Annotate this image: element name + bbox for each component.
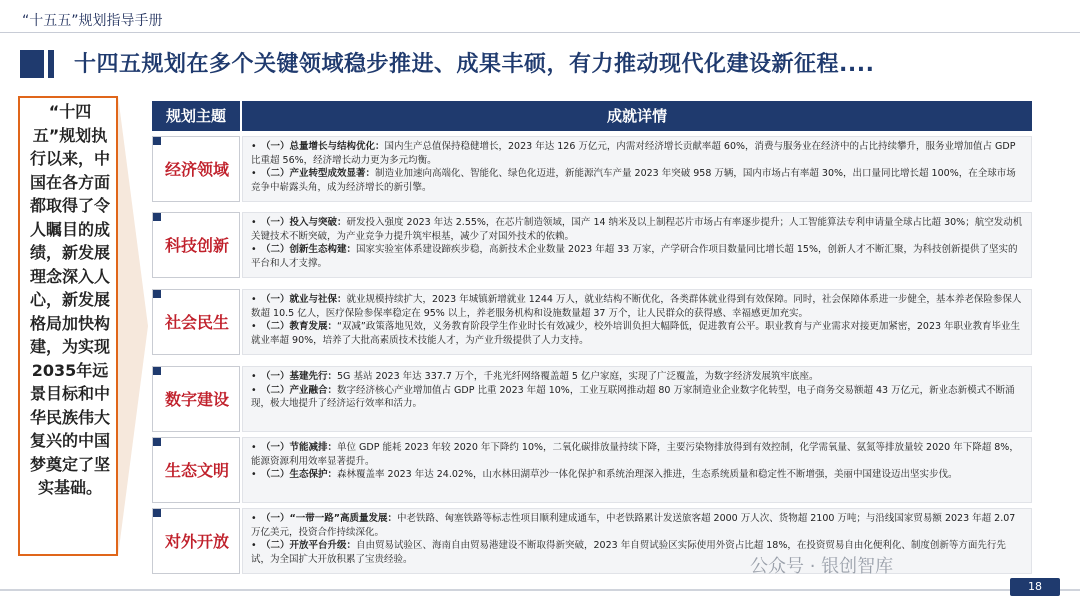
row-topic-cell <box>152 366 240 432</box>
bullet-icon: • <box>251 321 257 332</box>
item-text: 国家实验室体系建设蹄疾步稳，高新技术企业数量 2023 年超 33 万家，产学研合作项目数量同比增长超 15%，创新人才不断汇聚，为科技创新提供了坚实的平台和人才支撑。 <box>251 244 1018 269</box>
row-topic-label: 科技创新 <box>164 236 229 255</box>
item-text: 国内生产总值保持稳健增长，2023 年达 126 万亿元，内需对经济增长贡献率超 60%，消费与服务业在经济中的占比持续攀升，服务业增加值占 GDP 比重超 56%，经济增长动力更为多元均衡。 <box>251 141 1016 166</box>
table-row <box>152 136 1032 202</box>
item-heading: （二）产业转型成效显著： <box>261 168 376 179</box>
header-divider <box>0 32 1080 33</box>
title-marker-block <box>20 50 44 78</box>
table-row <box>152 437 1032 503</box>
table-row <box>152 366 1032 432</box>
row-detail-cell <box>242 508 1032 574</box>
detail-item <box>251 441 1023 468</box>
intro-arrow <box>118 96 148 556</box>
item-heading: （一）基建先行： <box>261 371 338 382</box>
detail-item <box>251 216 1023 243</box>
bullet-icon: • <box>251 141 257 152</box>
detail-item <box>251 293 1023 320</box>
item-heading: （二）教育发展： <box>261 321 338 332</box>
bullet-icon: • <box>251 244 257 255</box>
item-text: 自由贸易试验区、海南自由贸易港建设不断取得新突破，2023 年自贸试验区实际使用外资占比超 18%，在投资贸易自由化便利化、制度创新等方面先行先试，为全国扩大开放积累了宝贵经验。 <box>251 540 1006 565</box>
intro-text: “十四五”规划执行以来，中国在各方面都取得了令人瞩目的成绩，新发展理念深入人心，新发展格局加快构建，为实现2035年远景目标和中华民族伟大复兴的中国梦奠定了坚实基础。 <box>30 102 111 497</box>
item-text: 就业规模持续扩大，2023 年城镇新增就业 1244 万人，就业结构不断优化，各类群体就业得到有效保障。同时，社会保障体系进一步健全，基本养老保险参保人数超 10.5 亿人，医疗保险参保率稳定在 95% 以上，养老服务机构和设施数量超 37 万个，让人民群众的获得感、幸福感更加充实。 <box>251 294 1022 319</box>
row-topic-cell <box>152 437 240 503</box>
row-detail-cell <box>242 366 1032 432</box>
row-topic-label: 社会民生 <box>164 313 229 332</box>
table-header-detail: 成就详情 <box>242 101 1032 131</box>
detail-item <box>251 167 1023 194</box>
item-heading: （二）生态保护： <box>261 469 338 480</box>
row-topic-cell <box>152 289 240 355</box>
item-heading: （二）开放平台升级： <box>261 540 357 551</box>
footer-divider <box>0 589 1080 591</box>
item-text: 数字经济核心产业增加值占 GDP 比重 2023 年超 10%，工业互联网推动超 80 万家制造业企业数字化转型，电子商务交易额超 43 万亿元，新业态新模式不断涌现，极大地提升了经济运行效率和活力。 <box>251 384 1015 409</box>
row-topic-label: 生态文明 <box>164 461 229 480</box>
watermark: 公众号 · 银创智库 <box>750 556 894 577</box>
item-text: 单位 GDP 能耗 2023 年较 2020 年下降约 10%，二氧化碳排放量持续下降，主要污染物排放得到有效控制，化学需氧量、氨氮等排放量较 2020 年下降超 8%，能源资源利用效率显著提升。 <box>251 442 1019 467</box>
table-row <box>152 508 1032 574</box>
detail-item <box>251 140 1023 167</box>
item-text: 森林覆盖率 2023 年达 24.02%，山水林田湖草沙一体化保护和系统治理深入推进，生态系统质量和稳定性不断增强，美丽中国建设迈出坚实步伐。 <box>337 469 958 480</box>
row-topic-label: 数字建设 <box>164 390 229 409</box>
detail-item <box>251 539 1023 566</box>
row-detail-cell <box>242 212 1032 278</box>
detail-item <box>251 370 1023 384</box>
bullet-icon: • <box>251 217 257 228</box>
title-marker-stripe <box>48 50 54 78</box>
page-title: 十四五规划在多个关键领域稳步推进、成果丰硕，有力推动现代化建设新征程.... <box>74 52 875 77</box>
detail-item <box>251 468 1023 482</box>
item-heading: （一）总量增长与结构优化： <box>261 141 385 152</box>
row-detail-cell <box>242 289 1032 355</box>
bullet-icon: • <box>251 371 257 382</box>
item-text: 中老铁路、匈塞铁路等标志性项目顺利建成通车，中老铁路累计发送旅客超 2000 万人次、货物超 2100 万吨；与沿线国家贸易额 2023 年超 2.07 万亿美元，投资合作持续深化。 <box>251 513 1016 538</box>
row-detail-cell <box>242 136 1032 202</box>
row-topic-label: 对外开放 <box>164 532 229 551</box>
detail-item <box>251 243 1023 270</box>
table-row <box>152 289 1032 355</box>
item-text: 制造业加速向高端化、智能化、绿色化迈进，新能源汽车产量 2023 年突破 958 万辆，国内市场占有率超 30%，出口量同比增长超 100%，在全球市场竞争中崭露头角，成为经济增长的新引擎。 <box>251 168 1016 193</box>
bullet-icon: • <box>251 513 257 524</box>
bullet-icon: • <box>251 540 257 551</box>
bullet-icon: • <box>251 168 257 179</box>
table-row <box>152 212 1032 278</box>
table-header-topic: 规划主题 <box>152 101 240 131</box>
item-heading: （二）产业融合： <box>261 384 338 396</box>
document-label: “十五五”规划指导手册 <box>22 13 163 29</box>
item-heading: （一）“一带一路”高质量发展： <box>261 513 397 524</box>
bullet-icon: • <box>251 294 257 305</box>
bullet-icon: • <box>251 384 257 396</box>
row-topic-cell <box>152 136 240 202</box>
page-number: 18 <box>1010 578 1060 596</box>
item-text: 5G 基站 2023 年达 337.7 万个，千兆光纤网络覆盖超 5 亿户家庭，实现了广泛覆盖，为数字经济发展筑牢底座。 <box>337 371 819 382</box>
bullet-icon: • <box>251 442 257 453</box>
row-detail-cell <box>242 437 1032 503</box>
row-topic-cell <box>152 508 240 574</box>
detail-item <box>251 512 1023 539</box>
bullet-icon: • <box>251 469 257 480</box>
row-topic-label: 经济领域 <box>164 160 229 179</box>
detail-item <box>251 320 1023 347</box>
row-topic-cell <box>152 212 240 278</box>
item-text: “双减”政策落地见效，义务教育阶段学生作业时长有效减少，校外培训负担大幅降低，促进教育公平。职业教育与产业需求对接更加紧密，2023 年职业教育毕业生就业率超 90%，培养了大批高素质技术技能人才，为产业升级提供了人力支持。 <box>251 321 1021 346</box>
item-heading: （一）投入与突破： <box>261 217 347 228</box>
item-heading: （一）就业与社保： <box>261 294 347 305</box>
detail-item <box>251 384 1023 411</box>
item-text: 研发投入强度 2023 年达 2.55%，在芯片制造领域，国产 14 纳米及以上制程芯片市场占有率逐步提升；人工智能算法专利申请量全球占比超 30%；航空发动机关键技术不断突破，为产业竞争力提升筑牢根基，减少了对国外技术的依赖。 <box>251 217 1023 242</box>
item-heading: （二）创新生态构建： <box>261 244 357 255</box>
item-heading: （一）节能减排： <box>261 442 338 453</box>
